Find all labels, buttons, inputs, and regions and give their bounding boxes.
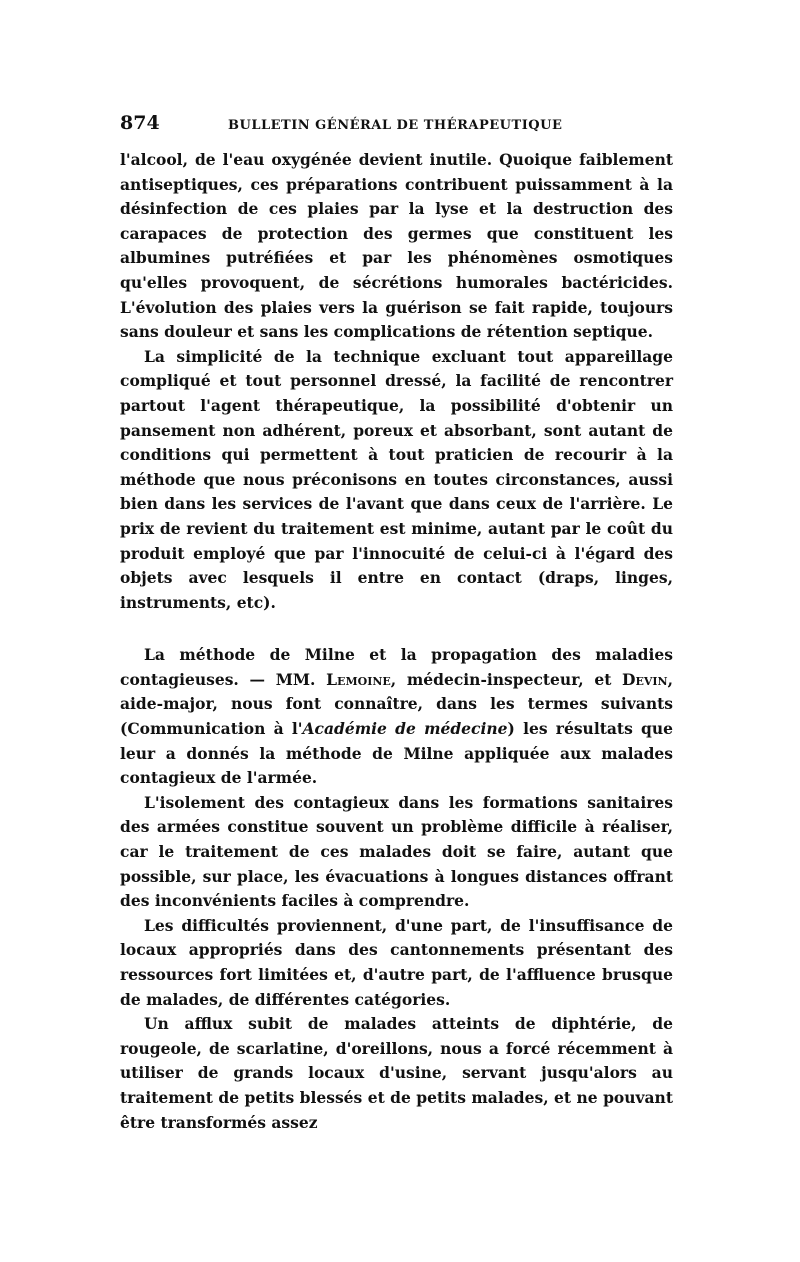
section-text-1: , médecin-inspecteur, et bbox=[390, 669, 623, 689]
section-text-3: ) les résultats que leur a donnés la méthode de Milne appliquée aux malades contagieux de l'armée. bbox=[120, 719, 673, 788]
book-page bbox=[120, 112, 673, 1135]
paragraph-difficultes: Les difficultés proviennent, d'une part, de l'insuffisance de locaux appropriés dans des cantonnements présentant des ressources fort limitées et, d'autre part, de l'affluence brusque de malades, de différentes catégories. bbox=[120, 915, 673, 1009]
page-number: 874 bbox=[120, 112, 160, 134]
author-name-devin: Devin bbox=[622, 669, 668, 689]
author-name-lemoine: Lemoine bbox=[326, 669, 391, 689]
section-mm: MM. bbox=[275, 669, 327, 689]
section-paragraph bbox=[120, 643, 673, 791]
paragraph-isolement: L'isolement des contagieux dans les formations sanitaires des armées constitue souvent un problème difficile à réaliser, car le traitement de ces malades doit se faire, autant que possible, sur place, les évacuations à longues distances offrant des inconvénients faciles à comprendre. bbox=[120, 792, 673, 911]
section-text-2: , aide-major, nous font connaître, dans les termes suivants (Communication à l' bbox=[120, 669, 674, 739]
paragraph-afflux: Un afflux subit de malades atteints de diphtérie, de rougeole, de scarlatine, d'oreillons, nous a forcé récemment à utiliser de grands locaux d'usine, servant jusqu'alors au traitement de petits blessés et de petits malades, et ne pouvant être transformés assez bbox=[120, 1014, 673, 1132]
section-title: La méthode de Milne et la propagation des maladies contagieuses. bbox=[120, 645, 673, 689]
section-spacer bbox=[120, 615, 673, 643]
section-dash: — bbox=[238, 669, 276, 689]
journal-name: Académie de médecine bbox=[302, 719, 508, 739]
running-head bbox=[120, 112, 673, 142]
running-title: BULLETIN GÉNÉRAL DE THÉRAPEUTIQUE bbox=[228, 118, 563, 133]
paragraph-2: La simplicité de la technique excluant tout appareillage compliqué et tout personnel dressé, la facilité de rencontrer partout l'agent thérapeutique, la possibilité d'obtenir un pansement non adhérent, poreux et absorbant, sont autant de conditions qui permettent à tout praticien de recourir à la méthode que nous préconisons en toutes circonstances, aussi bien dans les services de l'avant que dans ceux de l'arrière. Le prix de revient du traitement est minime, autant par le coût du produit employé que par l'innocuité de celui-ci à l'égard des objets avec lesquels il entre en contact (draps, linges, instruments, etc). bbox=[120, 346, 673, 612]
paragraph-1: l'alcool, de l'eau oxygénée devient inutile. Quoique faiblement antiseptiques, ces préparations contribuent puissamment à la désinfection de ces plaies par la lyse et la destruction des carapaces de protection des germes que constituent les albumines putréfiées et par les phénomènes osmotiques qu'elles provoquent, de sécrétions humorales bactéricides. L'évolution des plaies vers la guérison se fait rapide, toujours sans douleur et sans les complications de rétention septique. bbox=[120, 150, 673, 342]
